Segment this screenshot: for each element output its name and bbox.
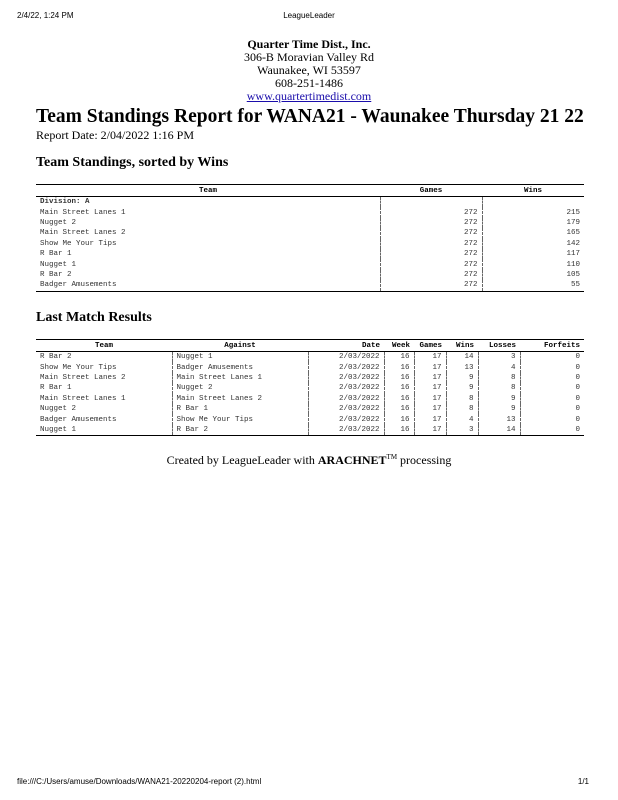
- standings-table: [36, 184, 584, 292]
- trademark-mark: TM: [386, 453, 398, 461]
- print-header: [0, 11, 618, 23]
- results-date-cell: 2/03/2022: [308, 362, 384, 372]
- results-games-cell: 17: [414, 404, 446, 414]
- company-website-link[interactable]: www.quartertimedist.com: [246, 89, 372, 103]
- company-block: [0, 38, 618, 103]
- results-section-title: Last Match Results: [36, 310, 152, 325]
- results-forfeits-cell: 0: [575, 405, 580, 414]
- results-forfeits-cell: 0: [575, 363, 580, 372]
- standings-wins-cell: 179: [566, 218, 580, 227]
- standings-team-cell: Nugget 2: [36, 218, 380, 228]
- results-week-cell: 16: [384, 373, 414, 383]
- results-col-losses: Losses: [488, 341, 516, 350]
- standings-row: [36, 280, 584, 291]
- results-games-cell: 17: [414, 394, 446, 404]
- standings-games-cell: 272: [380, 218, 482, 228]
- results-col-team: Team: [94, 341, 113, 350]
- results-against-cell: Main Street Lanes 1: [172, 373, 308, 383]
- standings-row: [36, 259, 584, 269]
- results-col-week: Week: [391, 341, 410, 350]
- standings-row: [36, 239, 584, 249]
- print-title: LeagueLeader: [283, 11, 335, 20]
- results-wins-cell: 8: [446, 404, 478, 414]
- results-losses-cell: 8: [478, 373, 520, 383]
- standings-team-cell: R Bar 1: [36, 249, 380, 259]
- results-wins-cell: 9: [446, 383, 478, 393]
- results-col-games: Games: [419, 341, 442, 350]
- results-against-cell: Nugget 2: [172, 383, 308, 393]
- results-against-cell: Show Me Your Tips: [172, 414, 308, 424]
- results-forfeits-cell: 0: [575, 415, 580, 424]
- results-losses-cell: 13: [478, 414, 520, 424]
- results-games-cell: 17: [414, 425, 446, 436]
- print-datetime: 2/4/22, 1:24 PM: [17, 11, 74, 20]
- results-against-cell: Nugget 1: [172, 352, 308, 363]
- standings-team-cell: Show Me Your Tips: [36, 239, 380, 249]
- standings-wins-cell: 105: [566, 270, 580, 279]
- results-week-cell: 16: [384, 414, 414, 424]
- results-team-cell: Main Street Lanes 2: [36, 373, 172, 383]
- results-date-cell: 2/03/2022: [308, 383, 384, 393]
- standings-row: [36, 218, 584, 228]
- results-week-cell: 16: [384, 425, 414, 436]
- results-losses-cell: 4: [478, 362, 520, 372]
- results-games-cell: 17: [414, 414, 446, 424]
- results-against-cell: Main Street Lanes 2: [172, 394, 308, 404]
- standings-row: [36, 270, 584, 280]
- standings-games-cell: 272: [380, 270, 482, 280]
- results-against-cell: R Bar 2: [172, 425, 308, 436]
- results-against-cell: R Bar 1: [172, 404, 308, 414]
- standings-col-games: Games: [419, 186, 443, 195]
- standings-row: [36, 249, 584, 259]
- results-team-cell: Badger Amusements: [36, 414, 172, 424]
- standings-wins-cell: 55: [482, 280, 584, 291]
- results-date-cell: 2/03/2022: [308, 414, 384, 424]
- standings-col-wins: Wins: [523, 186, 542, 195]
- standings-games-cell: 272: [380, 280, 482, 291]
- results-forfeits-cell: 0: [575, 373, 580, 382]
- results-table: [36, 339, 584, 436]
- results-forfeits-cell: 0: [575, 394, 580, 403]
- results-team-cell: Main Street Lanes 1: [36, 394, 172, 404]
- standings-games-cell: 272: [380, 239, 482, 249]
- results-losses-cell: 8: [478, 383, 520, 393]
- standings-team-cell: Nugget 1: [36, 259, 380, 269]
- results-week-cell: 16: [384, 383, 414, 393]
- standings-col-team: Team: [198, 186, 217, 195]
- standings-wins-cell: 117: [566, 250, 580, 259]
- standings-team-cell: Badger Amusements: [36, 280, 380, 291]
- results-week-cell: 16: [384, 352, 414, 363]
- results-team-cell: R Bar 2: [36, 352, 172, 363]
- results-date-cell: 2/03/2022: [308, 404, 384, 414]
- results-body: [36, 352, 584, 436]
- results-col-date: Date: [361, 341, 380, 350]
- results-wins-cell: 8: [446, 394, 478, 404]
- company-name: Quarter Time Dist., Inc.: [247, 37, 371, 51]
- arachnet-brand: ARACHNET: [317, 453, 387, 467]
- print-page-number: 1/1: [577, 777, 589, 786]
- results-header-row: [36, 340, 584, 352]
- results-games-cell: 17: [414, 362, 446, 372]
- results-losses-cell: 9: [478, 404, 520, 414]
- standings-row: [36, 228, 584, 238]
- standings-games-cell: 272: [380, 259, 482, 269]
- standings-wins-cell: 142: [566, 239, 580, 248]
- results-team-cell: Nugget 1: [36, 425, 172, 436]
- created-by-suffix: processing: [397, 453, 452, 467]
- results-row: [36, 383, 584, 393]
- standings-games-cell: 272: [380, 228, 482, 238]
- company-address-line1: 306-B Moravian Valley Rd: [243, 50, 375, 64]
- results-row: [36, 404, 584, 414]
- created-by-prefix: Created by LeagueLeader with: [166, 453, 318, 467]
- results-week-cell: 16: [384, 394, 414, 404]
- results-date-cell: 2/03/2022: [308, 394, 384, 404]
- standings-section-title: Team Standings, sorted by Wins: [36, 155, 229, 170]
- results-row: [36, 414, 584, 424]
- results-forfeits-cell: 0: [520, 425, 584, 436]
- results-wins-cell: 13: [446, 362, 478, 372]
- results-week-cell: 16: [384, 362, 414, 372]
- results-team-cell: R Bar 1: [36, 383, 172, 393]
- results-date-cell: 2/03/2022: [308, 352, 384, 363]
- results-col-against: Against: [224, 341, 256, 350]
- standings-row: [36, 207, 584, 217]
- standings-team-cell: Main Street Lanes 1: [36, 207, 380, 217]
- results-date-cell: 2/03/2022: [308, 425, 384, 436]
- division-label: Division: A: [36, 197, 380, 208]
- results-row: [36, 362, 584, 372]
- results-week-cell: 16: [384, 404, 414, 414]
- report-date: Report Date: 2/04/2022 1:16 PM: [36, 128, 194, 142]
- standings-header-row: [36, 185, 584, 197]
- standings-wins-cell: 110: [566, 260, 580, 269]
- results-games-cell: 17: [414, 383, 446, 393]
- results-row: [36, 373, 584, 383]
- results-wins-cell: 9: [446, 373, 478, 383]
- results-forfeits-cell: 0: [575, 353, 580, 362]
- results-col-forfeits: Forfeits: [543, 341, 580, 350]
- results-team-cell: Nugget 2: [36, 404, 172, 414]
- standings-wins-cell: 165: [566, 229, 580, 238]
- results-losses-cell: 9: [478, 394, 520, 404]
- results-row: [36, 425, 584, 436]
- results-wins-cell: 4: [446, 414, 478, 424]
- created-by-note: [0, 453, 618, 468]
- results-date-cell: 2/03/2022: [308, 373, 384, 383]
- results-losses-cell: 3: [478, 352, 520, 363]
- print-file-url: file:///C:/Users/amuse/Downloads/WANA21-20220204-report (2).html: [17, 777, 262, 786]
- standings-team-cell: R Bar 2: [36, 270, 380, 280]
- results-against-cell: Badger Amusements: [172, 362, 308, 372]
- results-wins-cell: 14: [446, 352, 478, 363]
- results-wins-cell: 3: [446, 425, 478, 436]
- results-col-wins: Wins: [455, 341, 474, 350]
- standings-body: [36, 197, 584, 292]
- results-forfeits-cell: 0: [575, 384, 580, 393]
- company-phone: 608-251-1486: [275, 76, 343, 90]
- standings-games-cell: 272: [380, 207, 482, 217]
- results-row: [36, 352, 584, 363]
- standings-wins-cell: 215: [566, 208, 580, 217]
- company-address-line2: Waunakee, WI 53597: [257, 63, 361, 77]
- results-team-cell: Show Me Your Tips: [36, 362, 172, 372]
- results-losses-cell: 14: [478, 425, 520, 436]
- division-row: [36, 197, 584, 208]
- results-row: [36, 394, 584, 404]
- standings-games-cell: 272: [380, 249, 482, 259]
- report-title: Team Standings Report for WANA21 - Waunakee Thursday 21 22: [36, 106, 584, 127]
- results-games-cell: 17: [414, 352, 446, 363]
- standings-team-cell: Main Street Lanes 2: [36, 228, 380, 238]
- results-games-cell: 17: [414, 373, 446, 383]
